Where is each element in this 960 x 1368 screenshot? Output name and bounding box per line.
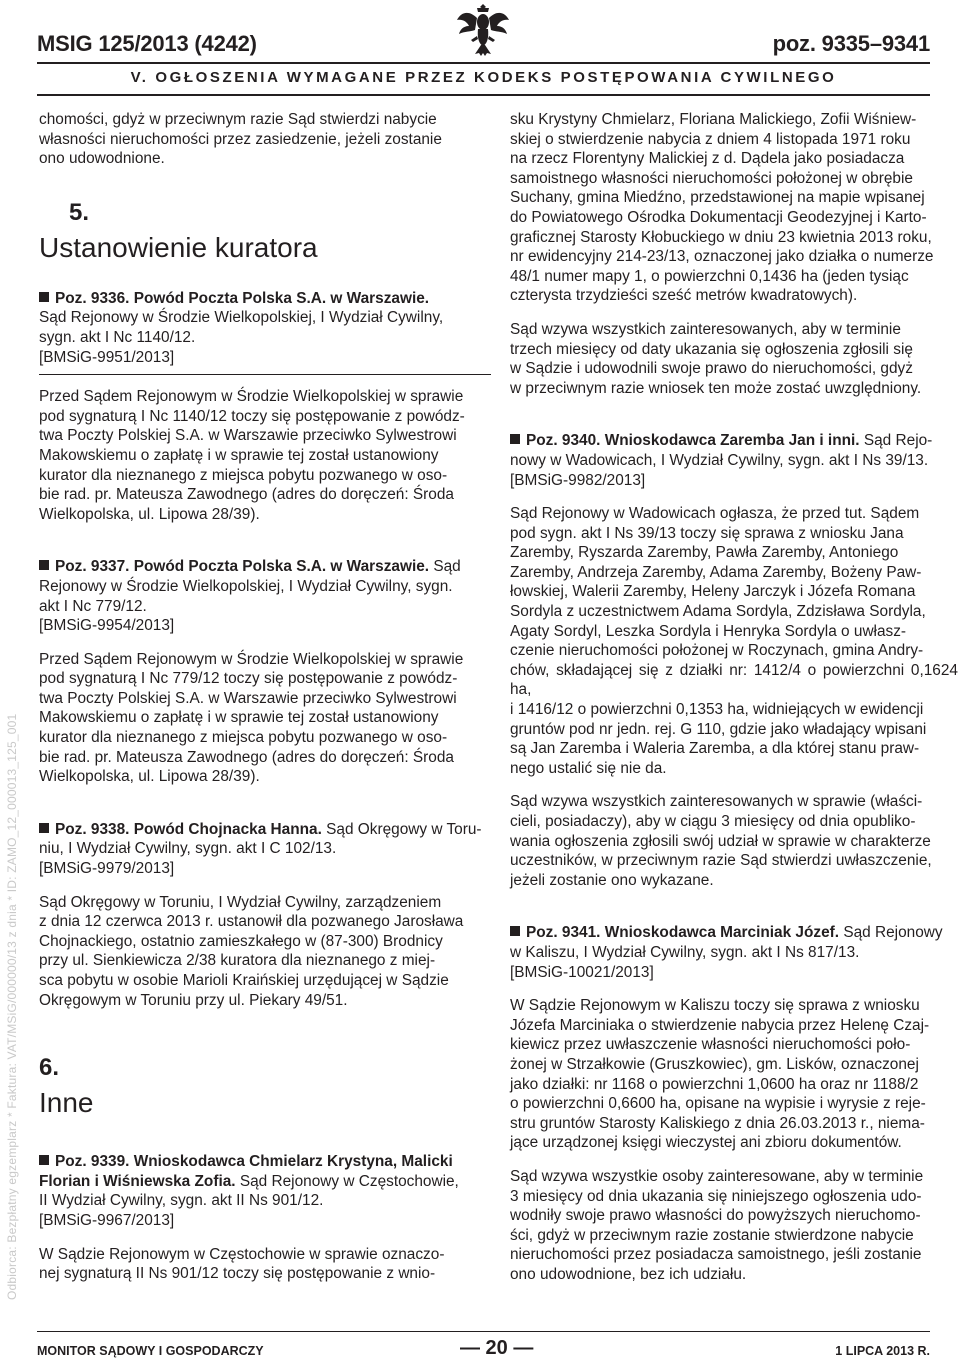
reference-code: [BMSiG-10021/2013]: [510, 963, 654, 981]
bullet-square-icon: [510, 926, 520, 936]
section-number: 6.: [39, 1054, 60, 1082]
publication-date: 1 LIPCA 2013 R.: [835, 1344, 930, 1358]
notice-9341-summons: Sąd wzywa wszystkie osoby zainteresowane, aby w terminie 3 miesięcy od dnia ukazania się niniejszego ogłoszenia udo- wodniły swoje prawo własności do powyższych nieruchomo- ści, gdyż w przeciwnym razie zostanie stwierdzone nabycie nieruchomości przez posiadacza samoistnego, jeśli zostanie ono udowodnione, bez ich udziału.: [510, 1167, 924, 1283]
section-title: Inne: [39, 1087, 94, 1119]
notice-9336-body: Przed Sądem Rejonowym w Środzie Wielkopolskiej w sprawie pod sygnaturą I Nc 1140/12 toczy się postępowanie z powódz- twa Poczty Polskiej S.A. w Warszawie przeciwko Sylwestrowi Makowskiemu o zapłatę i w sprawie tej został ustanowiony kurator dla nieznanego z miejsca pobytu pozwanego w oso- bie rad. pr. Mateusza Zawodnego (adres do doręczeń: Środa Wielkopolska, ul. Lipowa 28/39).: [39, 388, 465, 523]
bullet-square-icon: [510, 434, 520, 444]
notice-9338-body: Sąd Okręgowy w Toruniu, I Wydział Cywilny, zarządzeniem z dnia 12 czerwca 2013 r. ustanowił dla pozwanego Jarosława Chojnackiego, ostatnio zamieszkałego w (87-300) Brodnicy przy ul. Sienkiewicza 2/38 kuratora dla nieznanego z miej- sca pobytu w osobie Marioli Kraińskiej urzędującej w Sądzie Okręgowym w Toruniu przy ul. Piekary 49/51.: [39, 893, 464, 1009]
publication-name: MONITOR SĄDOWY I GOSPODARCZY: [37, 1344, 264, 1358]
notice-9341-body: W Sądzie Rejonowym w Kaliszu toczy się sprawa z wniosku Józefa Marciniaka o stwierdzenie nabycia przez Helenę Czaj- kiewicz przez uwłaszczenie własności nieruchomości poło- żonej w Strzałkowie (Gruszkowiec), gm. Lisków, oznaczonej jako działki: nr 1168 o powierzchni 1,0600 ha oraz nr 1188/2 o powierzchni 0,6600 ha, opisane na wypisie i wyrysie z reje- stru gruntów Starosty Kaliskiego z dnia 26.03.2013 r., niema- jące urządzonej księgi wieczystej ani zbioru dokumentów.: [510, 997, 930, 1152]
polish-eagle-emblem-icon: [455, 0, 511, 58]
section-heading: V. OGŁOSZENIA WYMAGANE PRZEZ KODEKS POSTĘPOWANIA CYWILNEGO: [130, 69, 837, 86]
issue-number: MSIG 125/2013 (4242): [37, 31, 257, 56]
header-rule-bottom: [37, 94, 930, 96]
left-column: [39, 110, 491, 1284]
reference-code: [BMSiG-9954/2013]: [39, 617, 175, 635]
notice-9339-header: Poz. 9339. Wnioskodawca Chmielarz Krystyna, Malicki Florian i Wiśniewska Zofia. Sąd Rejonowy w Częstochowie, II Wydział Cywilny, sygn. akt II Ns 901/12. [BMSiG-9967/2013]: [39, 1153, 459, 1229]
notice-9340-summons: Sąd wzywa wszystkich zainteresowanych w sprawie (właści- cieli, posiadaczy), aby w ciągu 3 miesięcy od dnia opubliko- wania ogłoszenia zgłosili swój udział w sprawie w charakterze uczestników, w przeciwnym razie Sąd stwierdzi uwłaszczenie, jeżeli zostanie ono wykazane.: [510, 793, 932, 889]
reference-code: [BMSiG-9951/2013]: [39, 348, 175, 366]
footer-rule: [37, 1331, 930, 1332]
notice-9339-body: W Sądzie Rejonowym w Częstochowie w sprawie oznaczo- nej sygnaturą II Ns 901/12 toczy się postępowanie z wnio-: [39, 1245, 445, 1283]
notice-9340-body: Sąd Rejonowy w Wadowicach ogłasza, że przed tut. Sądem pod sygn. akt I Ns 39/13 toczy się sprawa z wniosku Jana Zaremby, Ryszarda Zaremby, Pawła Zaremby, Antoniego Zaremby, Andrzeja Zaremby, Adama Zaremby, Bożeny Paw- łowskiej, Walerii Zaremby, Heleny Jarczyk i Józefa Romana Sordyla z uczestnictwem Adama Sordyla, Zdzisława Sordyla, Agaty Sordyl, Leszka Sordyla i Henryka Sordyla o uwłasz- czenie nieruchomości położonej w Roczynach, gmina Andry- chów, składającej się z działki nr: 1412/4 o powierzchni 0,1624 ha, i 1416/12 o powierzchni 0,1353 ha, widniejących w ewidencji gruntów pod nr jedn. rej. G 110, gdzie jako władający wpisani są Jan Zaremba i Waleria Zaremba, a dla której stanu praw- nego ustalić się nie da.: [510, 505, 958, 777]
header-rule-top: [37, 62, 930, 64]
notice-9336-header: Poz. 9336. Powód Poczta Polska S.A. w Warszawie. Sąd Rejonowy w Środzie Wielkopolskiej, I Wydział Cywilny, sygn. akt I Nc 1140/12. [BMSiG-9951/2013]: [39, 289, 444, 366]
bullet-square-icon: [39, 1155, 49, 1165]
notice-9337-header: Poz. 9337. Powód Poczta Polska S.A. w Warszawie. Sąd Rejonowy w Środzie Wielkopolskiej, I Wydział Cywilny, sygn. akt I Nc 779/12. [BMSiG-9954/2013]: [39, 558, 461, 635]
bullet-square-icon: [39, 560, 49, 570]
notice-9339-continuation: sku Krystyny Chmielarz, Floriana Malickiego, Zofii Wiśniew- skiej o stwierdzenie nabycia z dniem 4 listopada 1971 roku na rzecz Florentyny Malickiej z d. Dądela jako posiadacza samoistnego własności nieruchomości położonej w obrębie Suchany, gmina Miedźno, przedstawionej na mapie wpisanej do Powiatowego Ośrodka Dokumentacji Geodezyjnej i Karto- graficznej Starosty Kłobuckiego w dniu 23 kwietnia 2013 roku, nr ewidencyjny 214-23/13, oznaczonej jako działka o numerze 48/1 numer mapy 1, o powierzchni 0,1436 ha (jeden tysiąc czterysta trzydzieści sześć metrów kwadratowych).: [510, 111, 934, 305]
section-title: Ustanowienie kuratora: [39, 231, 318, 263]
bullet-square-icon: [39, 292, 49, 302]
right-column: [510, 110, 958, 1284]
recipient-watermark: Odbiorca: Bezpłatny egzemplarz * Faktura: VAT/MSiG/000000/13 z dnia * ID: ZAMO_12_000013_125_001: [5, 713, 19, 1300]
reference-code: [BMSiG-9982/2013]: [510, 471, 646, 489]
notice-9337-body: Przed Sądem Rejonowym w Środzie Wielkopolskiej w sprawie pod sygnaturą I Nc 779/12 toczy się postępowanie z powódz- twa Poczty Polskiej S.A. w Warszawie przeciwko Sylwestrowi Makowskiemu o zapłatę i w sprawie tej został ustanowiony kurator dla nieznanego z miejsca pobytu pozwanego w oso- bie rad. pr. Mateusza Zawodnego (adres do doręczeń: Środa Wielkopolska, ul. Lipowa 28/39).: [39, 650, 464, 786]
page-number: — 20 —: [460, 1337, 534, 1359]
section-number: 5.: [69, 198, 90, 226]
notice-9339-summons: Sąd wzywa wszystkich zainteresowanych, aby w terminie trzech miesięcy od daty ukazania się ogłoszenia zgłosili się w Sądzie i udowodnili swoje prawo do nieruchomości, gdyż w przeciwnym razie wniosek ten może zostać uwzględniony.: [510, 320, 922, 397]
reference-code: [BMSiG-9979/2013]: [39, 860, 175, 878]
reference-code: [BMSiG-9967/2013]: [39, 1211, 175, 1229]
notice-9341-header: Poz. 9341. Wnioskodawca Marciniak Józef. Sąd Rejonowy w Kaliszu, I Wydział Cywilny, sygn. akt I Ns 817/13. [BMSiG-10021/2013]: [510, 924, 943, 981]
continuation-text: chomości, gdyż w przeciwnym razie Sąd stwierdzi nabycie własności nieruchomości przez zasiedzenie, jeżeli zostanie ono udowodnione.: [39, 111, 442, 168]
bullet-square-icon: [39, 823, 49, 833]
notice-9340-header: Poz. 9340. Wnioskodawca Zaremba Jan i inni. Sąd Rejo- nowy w Wadowicach, I Wydział Cywilny, sygn. akt I Ns 39/13. [BMSiG-9982/2013]: [510, 432, 933, 489]
position-range: poz. 9335–9341: [772, 31, 930, 56]
notice-9338-header: Poz. 9338. Powód Chojnacka Hanna. Sąd Okręgowy w Toru- niu, I Wydział Cywilny, sygn. akt I C 102/13. [BMSiG-9979/2013]: [39, 820, 482, 878]
